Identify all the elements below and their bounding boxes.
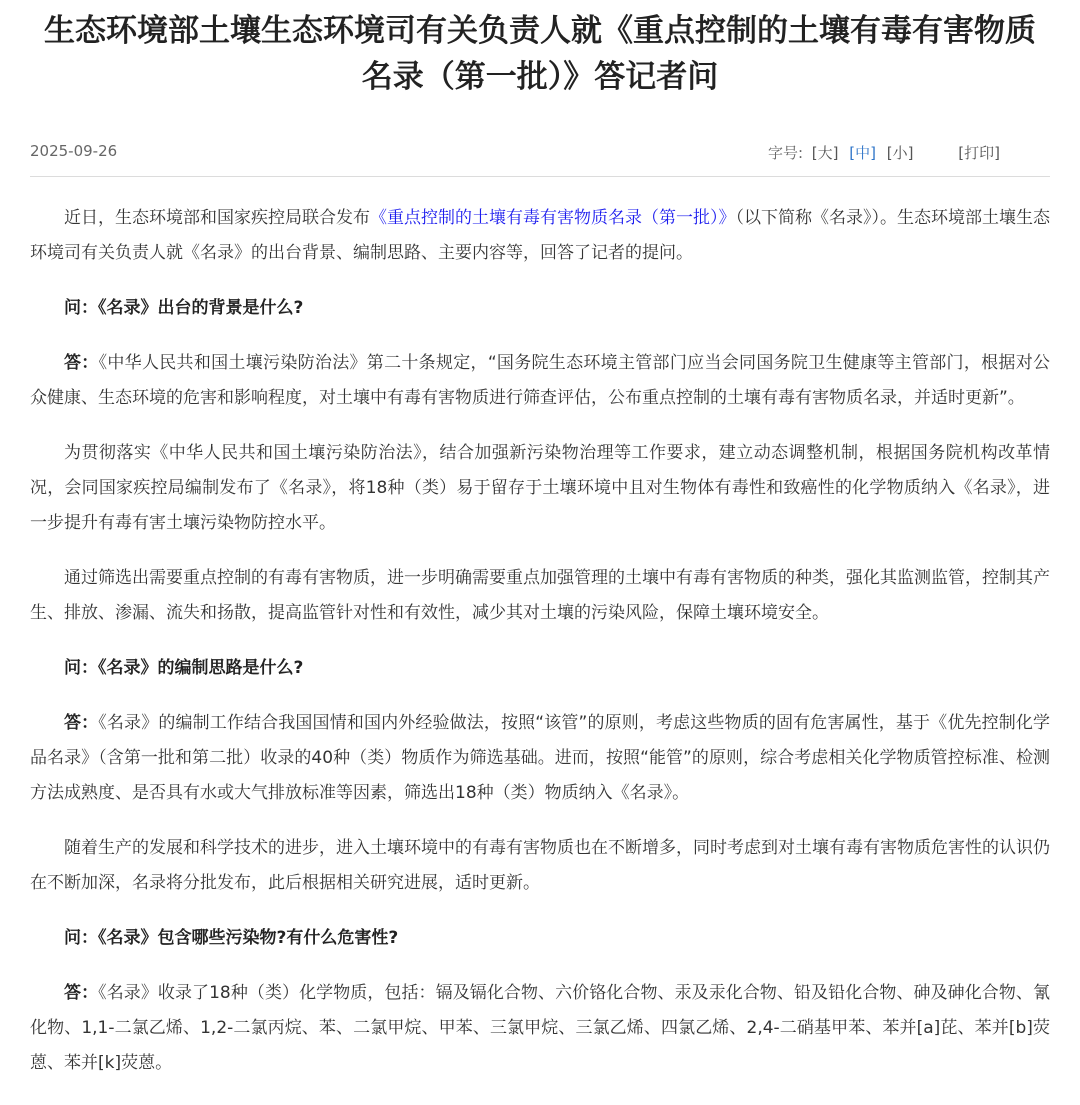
paragraph-purpose: 通过筛选出需要重点控制的有毒有害物质，进一步明确需要重点加强管理的土壤中有毒有害物质的种类，强化其监测监管，控制其产生、排放、渗漏、流失和扬散，提高监管针对性和有效性，减少其对土壤的污染风险，保障土壤环境安全。 — [30, 568, 1050, 623]
article-meta — [30, 142, 1050, 177]
article-body — [30, 201, 1050, 1081]
question-1: 问：《名录》出台的背景是什么? — [64, 298, 304, 318]
question-2: 问：《名录》的编制思路是什么? — [64, 658, 304, 678]
answer-1 — [30, 346, 1050, 416]
answer-2 — [30, 706, 1050, 811]
font-size-controls — [768, 142, 1000, 163]
paragraph-implementation: 为贯彻落实《中华人民共和国土壤污染防治法》，结合加强新污染物治理等工作要求，建立动态调整机制，根据国务院机构改革情况，会同国家疾控局编制发布了《名录》，将18种（类）易于留存于土壤环境中且对生物体有毒性和致癌性的化学物质纳入《名录》，进一步提升有毒有害土壤污染物防控水平。 — [30, 443, 1050, 533]
print-button[interactable]: [打印] — [958, 144, 1000, 162]
answer-label: 答： — [64, 983, 99, 1003]
answer-3 — [30, 976, 1050, 1081]
font-size-medium-button[interactable]: [中] — [849, 144, 876, 162]
question-3: 问：《名录》包含哪些污染物?有什么危害性? — [64, 928, 399, 948]
answer-1-text: 《中华人民共和国土壤污染防治法》第二十条规定，“国务院生态环境主管部门应当会同国务院卫生健康等主管部门，根据对公众健康、生态环境的危害和影响程度，对土壤中有毒有害物质进行筛查评估，公布重点控制的土壤有毒有害物质名录，并适时更新”。 — [30, 353, 1050, 408]
answer-label: 答： — [64, 353, 99, 373]
publish-date: 2025-09-26 — [30, 142, 118, 160]
article-title: 生态环境部土壤生态环境司有关负责人就《重点控制的土壤有毒有害物质名录（第一批）》答记者问 — [44, 13, 1036, 95]
intro-text-post: （以下简称《名录》）。生态环境部土壤生态环境司有关负责人就《名录》的出台背景、编制思路、主要内容等，回答了记者的提问。 — [30, 208, 1050, 263]
article-page — [30, 0, 1050, 1105]
font-size-large-button[interactable]: [大] — [811, 144, 839, 162]
directory-document-link[interactable]: 《重点控制的土壤有毒有害物质名录（第一批）》 — [370, 208, 736, 228]
intro-paragraph — [30, 201, 1050, 271]
font-size-label: 字号: — [767, 144, 803, 162]
answer-label: 答： — [64, 713, 99, 733]
paragraph-future-updates: 随着生产的发展和科学技术的进步，进入土壤环境中的有毒有害物质也在不断增多，同时考虑到对土壤有毒有害物质危害性的认识仍在不断加深，名录将分批发布，此后根据相关研究进展，适时更新。 — [30, 838, 1050, 893]
font-size-small-button[interactable]: [小] — [886, 144, 914, 162]
intro-text-pre: 近日，生态环境部和国家疾控局联合发布 — [64, 208, 370, 228]
answer-3-text: 《名录》收录了18种（类）化学物质，包括：镉及镉化合物、六价铬化合物、汞及汞化合物、铅及铅化合物、砷及砷化合物、氰化物、1,1-二氯乙烯、1,2-二氯丙烷、苯、二氯甲烷、甲苯、三氯甲烷、三氯乙烯、四氯乙烯、2,4-二硝基甲苯、苯并[a]芘、苯并[b]荧蒽、苯并[k]荧蒽。 — [30, 983, 1050, 1073]
answer-2-text: 《名录》的编制工作结合我国国情和国内外经验做法，按照“该管”的原则，考虑这些物质的固有危害属性，基于《优先控制化学品名录》（含第一批和第二批）收录的40种（类）物质作为筛选基础。进而，按照“能管”的原则，综合考虑相关化学物质管控标准、检测方法成熟度、是否具有水或大气排放标准等因素，筛选出18种（类）物质纳入《名录》。 — [30, 713, 1050, 803]
